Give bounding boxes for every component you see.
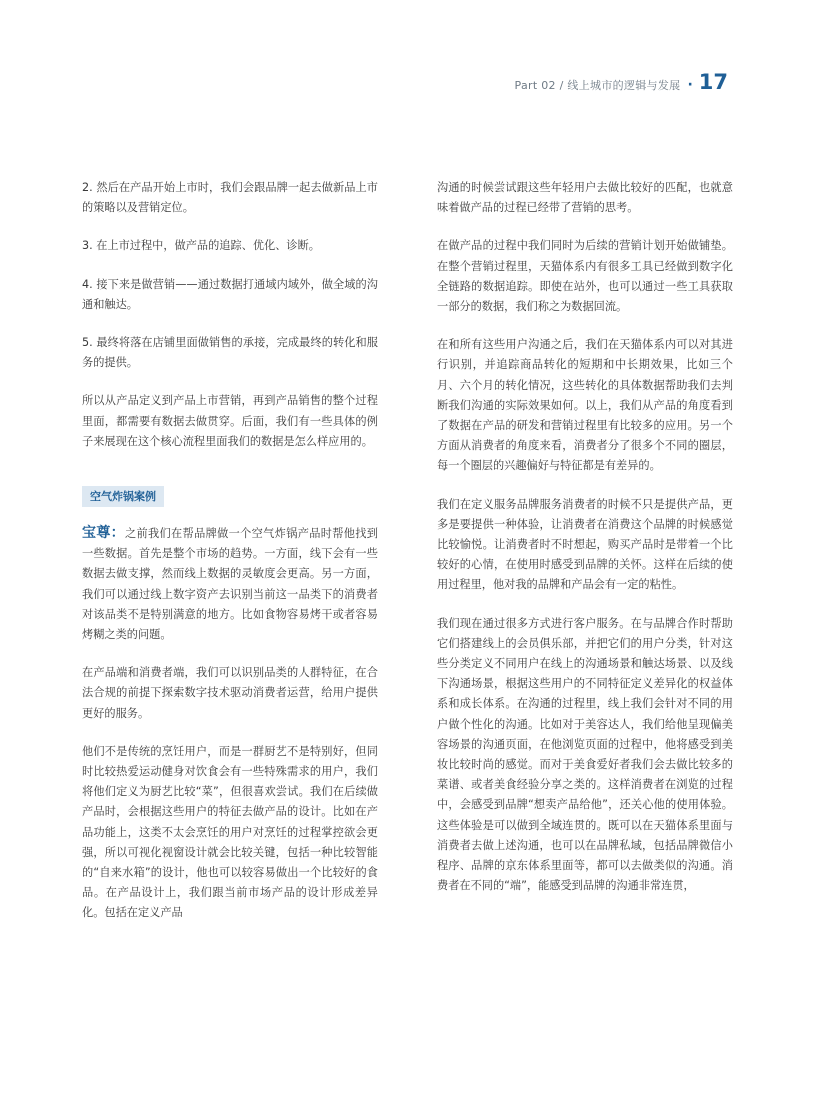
right-paragraph-3: 在和所有这些用户沟通之后，我们在天猫体系内可以对其进行识别，并追踪商品转化的短期和中长期效果，比如三个月、六个月的转化情况，这些转化的具体数据帮助我们去判断我们沟通的实际效果如何。以上，我们从产品的角度看到了数据在产品的研发和营销过程里有比较多的应用。另一个方面从消费者的角度来看，消费者分了很多个不同的圈层，每一个圈层的兴趣偏好与特征都是有差异的。 [437, 338, 733, 473]
right-paragraph-1: 沟通的时候尝试跟这些年轻用户去做比较好的匹配，也就意味着做产品的过程已经带了营销的思考。 [437, 181, 733, 215]
case-tag: 空气炸锅案例 [82, 486, 164, 507]
summary-paragraph: 所以从产品定义到产品上市营销，再到产品销售的整个过程里面，都需要有数据去做贯穿。后面，我们有一些具体的例子来展现在这个核心流程里面我们的数据是怎么样应用的。 [82, 394, 378, 448]
right-column [437, 178, 733, 915]
right-paragraph-4: 我们在定义服务品牌服务消费者的时候不只是提供产品，更多是要提供一种体验，让消费者在消费这个品牌的时候感觉比较愉悦。让消费者时不时想起，购买产品时是带着一个比较好的心情，在使用时感受到品牌的关怀。这样在后续的使用过程里，他对我的品牌和产品会有一定的粘性。 [437, 497, 733, 592]
step-5-paragraph: 5. 最终将落在店铺里面做销售的承接，完成最终的转化和服务的提供。 [82, 336, 378, 370]
step-4-paragraph: 4. 接下来是做营销——通过数据打通域内域外，做全域的沟通和触达。 [82, 277, 378, 311]
page-number: 17 [698, 70, 728, 94]
separator-dot: · [687, 77, 693, 93]
case-paragraph-1-text: 之前我们在帮品牌做一个空气炸锅产品时帮他找到一些数据。首先是整个市场的趋势。一方面，线下会有一些数据去做支撑，然而线上数据的灵敏度会更高。另一方面，我们可以通过线上数字资产去识别当前这一品类下的消费者对该品类不是特别满意的地方。比如食物容易烤干或者容易烤糊之类的问题。 [82, 527, 378, 642]
step-3-paragraph: 3. 在上市过程中，做产品的追踪、优化、诊断。 [82, 239, 320, 253]
section-title: Part 02 / 线上城市的逻辑与发展 [514, 79, 681, 92]
speaker-label: 宝尊： [82, 525, 125, 542]
right-paragraph-5: 我们现在通过很多方式进行客户服务。在与品牌合作时帮助它们搭建线上的会员俱乐部，并把它们的用户分类，针对这些分类定义不同用户在线上的沟通场景和触达场景、以及线下沟通场景，根据这些用户的不同特征定义差异化的权益体系和成长体系。在沟通的过程里，线上我们会针对不同的用户做个性化的沟通。比如对于美容达人，我们给他呈现偏美容场景的沟通页面，在他浏览页面的过程中，他将感受到美妆比较时尚的感觉。而对于美食爱好者我们会去做比较多的菜谱、或者美食经验分享之类的。这样消费者在浏览的过程中，会感受到品牌“想卖产品给他”，还关心他的使用体验。这些体验是可以做到全域连贯的。既可以在天猫体系里面与消费者去做上述沟通，也可以在品牌私域，包括品牌微信小程序、品牌的京东体系里面等，都可以去做类似的沟通。消费者在不同的“端”，能感受到品牌的沟通非常连贯， [437, 616, 733, 893]
left-column [82, 178, 378, 942]
step-2-paragraph: 2. 然后在产品开始上市时，我们会跟品牌一起去做新品上市的策略以及营销定位。 [82, 181, 378, 215]
case-paragraph-3: 他们不是传统的烹饪用户，而是一群厨艺不是特别好，但同时比较热爱运动健身对饮食会有一些特殊需求的用户，我们将他们定义为厨艺比较“菜”，但很喜欢尝试。我们在后续做产品时，会根据这些用户的特征去做产品的设计。比如在产品功能上，这类不太会烹饪的用户对烹饪的过程掌控欲会更强，所以可视化视窗设计就会比较关键，包括一种比较智能的“自来水箱”的设计，他也可以较容易做出一个比较好的食品。在产品设计上，我们跟当前市场产品的设计形成差异化。包括在定义产品 [82, 744, 378, 920]
case-paragraph-2: 在产品端和消费者端，我们可以识别品类的人群特征，在合法合规的前提下探索数字技术驱动消费者运营，给用户提供更好的服务。 [82, 666, 378, 720]
page-header [515, 70, 728, 94]
right-paragraph-2: 在做产品的过程中我们同时为后续的营销计划开始做铺垫。在整个营销过程里，天猫体系内有很多工具已经做到数字化全链路的数据追踪。即使在站外，也可以通过一些工具获取一部分的数据，我们称之为数据回流。 [437, 239, 733, 314]
case-paragraph-1 [82, 523, 378, 645]
